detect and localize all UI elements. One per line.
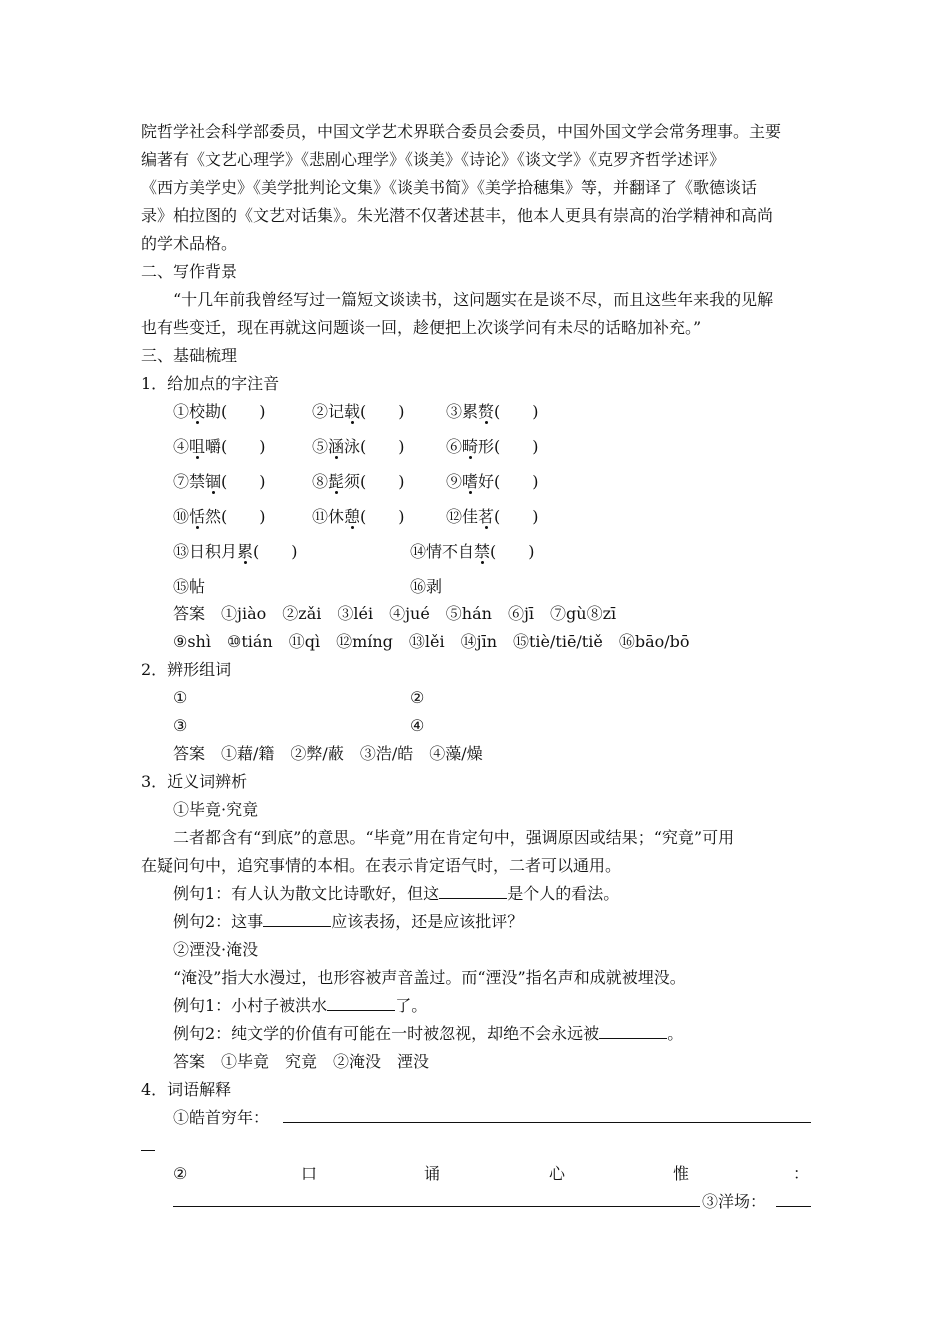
term-char: ② [173, 1164, 188, 1183]
example-sentence [173, 1020, 811, 1048]
fill-blank[interactable] [439, 880, 507, 899]
question-title: 4．词语解释 [141, 1080, 232, 1099]
item-char: 禁 [189, 472, 206, 491]
intro-line: 录》柏拉图的《文艺对话集》。朱光潜不仅著述甚丰，他本人更具有崇高的治学精神和高尚 [141, 206, 774, 225]
fill-blank[interactable] [327, 992, 395, 1011]
pinyin-item [173, 538, 298, 566]
dotted-char: 嗜 [462, 472, 479, 491]
item-char: 日积月 [189, 542, 238, 561]
dotted-char: 锢 [205, 472, 222, 491]
dotted-char: 恬 [189, 507, 206, 526]
intro-line: 编著有《文艺心理学》《悲剧心理学》《谈美》《诗论》《谈文学》《克罗齐哲学述评》 [141, 150, 726, 169]
answer-label: 答案 [173, 744, 206, 763]
example-sentence [173, 880, 811, 908]
answer-line [173, 1048, 811, 1076]
intro-line: 《西方美学史》《美学批判论文集》《谈美书简》《美学拾穗集》等，并翻译了《歌德谈话 [141, 178, 758, 197]
answer-paren[interactable]: ( ) [360, 402, 405, 421]
blank-slot: ③ [173, 716, 188, 735]
item-char: 记 [328, 402, 345, 421]
term-char: ： [793, 1164, 810, 1183]
item-char: 须 [344, 472, 361, 491]
item-number: ⑤ [312, 437, 329, 456]
section-heading: 二、写作背景 [141, 262, 238, 281]
example-text: 例句1：有人认为散文比诗歌好，但这 [173, 884, 440, 903]
pinyin-item [446, 398, 539, 426]
dotted-char: 茗 [478, 507, 495, 526]
item-number: ⑮ [173, 577, 190, 596]
pinyin-item [446, 503, 539, 531]
pinyin-item [446, 433, 539, 461]
background-para-line: 也有些变迁，现在再就这问题谈一回，趁便把上次谈学问有未尽的话略加补充。” [141, 318, 702, 337]
answer-paren[interactable]: ( ) [490, 542, 535, 561]
term-char: 诵 [424, 1164, 441, 1183]
pinyin-item [410, 538, 535, 566]
example-text: 是个人的看法。 [507, 884, 620, 903]
dotted-char: 畸 [462, 437, 479, 456]
answer-paren[interactable]: ( ) [360, 472, 405, 491]
pinyin-item [173, 398, 266, 426]
example-text: 。 [667, 1024, 684, 1043]
example-text: 例句2：这事 [173, 912, 264, 931]
pinyin-item [446, 468, 539, 496]
pinyin-item [410, 573, 442, 601]
answer-paren[interactable]: ( ) [221, 507, 266, 526]
item-char: 累 [462, 402, 479, 421]
pinyin-item [312, 503, 405, 531]
answer-label: 答案 [173, 1052, 206, 1071]
dotted-char: 涵 [328, 437, 345, 456]
answer-text: ①jiào ②zǎi ③léi ④jué ⑤hán ⑥jī ⑦gù⑧zī [221, 604, 617, 623]
example-sentence [173, 908, 811, 936]
item-number: ⑬ [173, 542, 190, 561]
pinyin-item [173, 468, 266, 496]
answer-paren[interactable]: ( ) [360, 437, 405, 456]
item-char: 帖 [189, 577, 206, 596]
answer-line: ⑨shì ⑩tián ⑪qì ⑫míng ⑬lěi ⑭jīn ⑮tiè/tiē/tiě ⑯bāo/bō [173, 632, 690, 651]
item-number: ① [173, 402, 190, 421]
explain-line: “淹没”指大水漫过，也形容被声音盖过。而“湮没”指名声和成就被埋没。 [173, 968, 686, 987]
example-text: 了。 [395, 996, 428, 1015]
pinyin-item [173, 503, 266, 531]
answer-paren[interactable]: ( ) [360, 507, 405, 526]
item-number: ⑥ [446, 437, 463, 456]
answer-paren[interactable]: ( ) [494, 472, 539, 491]
sub-heading: ①毕竟·究竟 [173, 800, 259, 819]
item-number: ④ [173, 437, 190, 456]
intro-line: 的学术品格。 [141, 234, 238, 253]
explain-line: 在疑问句中，追究事情的本相。在表示肯定语气时，二者可以通用。 [141, 856, 622, 875]
answer-line [173, 600, 811, 628]
item-char: 佳 [462, 507, 479, 526]
item-char: 泳 [344, 437, 361, 456]
fill-blank[interactable] [599, 1020, 667, 1039]
item-char: 休 [328, 507, 345, 526]
dotted-char: 髭 [328, 472, 345, 491]
pinyin-item [312, 433, 405, 461]
term-char: 惟 [673, 1164, 690, 1183]
answer-underline[interactable] [173, 1206, 700, 1207]
answer-paren[interactable]: ( ) [253, 542, 298, 561]
item-number: ③ [446, 402, 463, 421]
blank-slot: ② [410, 688, 425, 707]
term-label: ①皓首穷年： [173, 1108, 270, 1127]
dotted-char: 憩 [344, 507, 361, 526]
answer-paren[interactable]: ( ) [221, 437, 266, 456]
item-number: ⑨ [446, 472, 463, 491]
answer-label: 答案 [173, 604, 206, 623]
question-title: 1．给加点的字注音 [141, 374, 280, 393]
term-label: ③洋场： [702, 1192, 767, 1211]
item-number: ⑧ [312, 472, 329, 491]
item-number: ② [312, 402, 329, 421]
pinyin-item [312, 398, 405, 426]
answer-paren[interactable]: ( ) [221, 472, 266, 491]
answer-paren[interactable]: ( ) [494, 437, 539, 456]
blank-slot: ④ [410, 716, 425, 735]
example-text: 例句1：小村子被洪水 [173, 996, 328, 1015]
term-char: 心 [549, 1164, 566, 1183]
answer-line [173, 740, 811, 768]
answer-text: ①藉/籍 ②弊/蔽 ③浩/皓 ④藻/燥 [221, 744, 483, 763]
dotted-char: 禁 [474, 542, 491, 561]
question-title: 2．辨形组词 [141, 660, 232, 679]
answer-underline[interactable] [141, 1150, 155, 1151]
item-char: 勘 [205, 402, 222, 421]
item-number: ⑫ [446, 507, 463, 526]
pinyin-item [173, 573, 205, 601]
example-text: 应该表扬，还是应该批评？ [331, 912, 524, 931]
item-number: ⑦ [173, 472, 190, 491]
answer-paren[interactable]: ( ) [494, 402, 539, 421]
fill-blank[interactable] [263, 908, 331, 927]
item-char: 情不自 [426, 542, 475, 561]
pinyin-item [173, 433, 266, 461]
answer-paren[interactable]: ( ) [221, 402, 266, 421]
item-char: 剥 [426, 577, 443, 596]
example-sentence [173, 992, 811, 1020]
item-char: 然 [205, 507, 222, 526]
example-text: 例句2：纯文学的价值有可能在一时被忽视，却绝不会永远被 [173, 1024, 600, 1043]
background-para-line: “十几年前我曾经写过一篇短文谈读书，这问题实在是谈不尽，而且这些年来我的见解 [173, 290, 774, 309]
answer-text: ①毕竟 究竟 ②淹没 湮没 [221, 1052, 430, 1071]
item-number: ⑪ [312, 507, 329, 526]
item-number: ⑭ [410, 542, 427, 561]
item-number: ⑯ [410, 577, 427, 596]
dotted-char: 载 [344, 402, 361, 421]
dotted-char: 咀 [189, 437, 206, 456]
answer-paren[interactable]: ( ) [494, 507, 539, 526]
item-char: 好 [478, 472, 495, 491]
dotted-char: 校 [189, 402, 206, 421]
section-heading: 三、基础梳理 [141, 346, 238, 365]
item-char: 嚼 [205, 437, 222, 456]
intro-line: 院哲学社会科学部委员，中国文学艺术界联合委员会委员，中国外国文学会常务理事。主要 [141, 122, 782, 141]
question-title: 3．近义词辨析 [141, 772, 248, 791]
item-char: 形 [478, 437, 495, 456]
blank-slot: ① [173, 688, 188, 707]
term-char: 口 [301, 1164, 318, 1183]
answer-underline[interactable] [283, 1122, 811, 1123]
item-number: ⑩ [173, 507, 190, 526]
explain-line: 二者都含有“到底”的意思。“毕竟”用在肯定句中，强调原因或结果；“究竟”可用 [173, 828, 735, 847]
answer-underline[interactable] [776, 1206, 811, 1207]
dotted-char: 累 [237, 542, 254, 561]
sub-heading: ②湮没·淹没 [173, 940, 259, 959]
pinyin-item [312, 468, 405, 496]
dotted-char: 赘 [478, 402, 495, 421]
